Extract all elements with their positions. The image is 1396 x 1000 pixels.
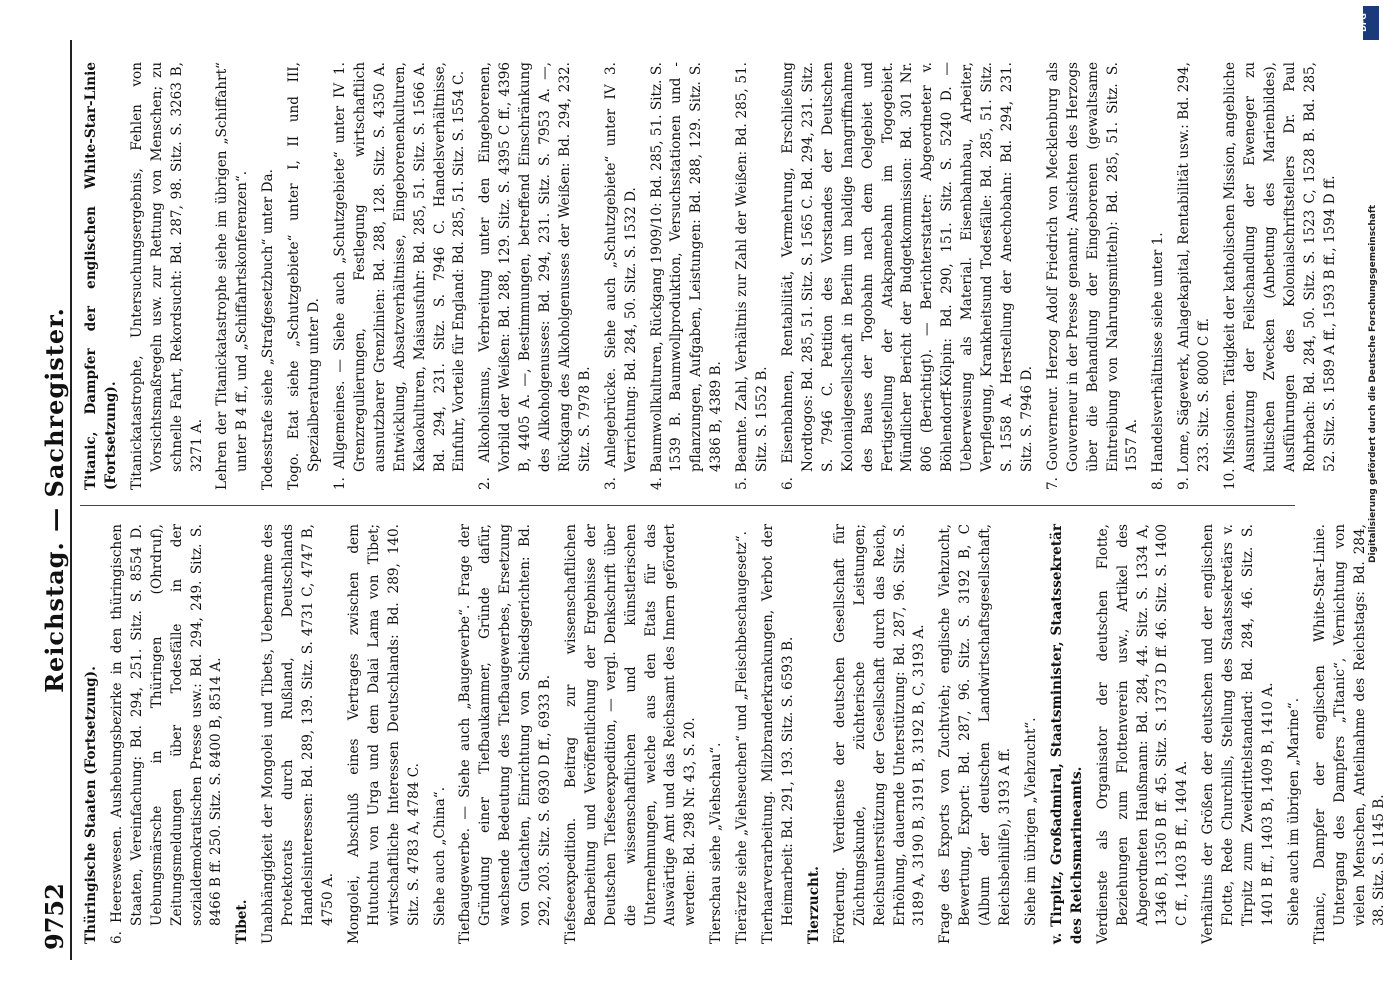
entry: 2. Alkoholismus, Verbreitung unter den Eingeborenen, Vorbild der Weißen: Bd. 288, 129. Sitz. S. 4395 C ff., 4396 B, 4405 A. —, Bestimmungen, betreffend Einschränkung des Alkoholgenusses: Bd. 294, 231. Sitz. S. 7953 A. —, Rückgang des Alkoholgenusses der Weißen: Bd. 294, 232. Sitz. S. 7978 B. [477, 62, 593, 490]
entry: Siehe im übrigen „Viehzucht“. [1022, 717, 1039, 926]
left-column [82, 524, 1396, 944]
side-credit [1363, 8, 1377, 568]
credit-text: Digitalisierung gefördert durch die Deutsche Forschungsgemeinschaft [1368, 204, 1378, 563]
running-title: Reichstag. — Sachregister. [40, 307, 69, 693]
heading: v. Tirpitz, Großadmiral, Staatsminister, Staatssekretär des Reichsmarineamts. [1048, 524, 1085, 944]
heading: Thüringische Staaten (Fortsetzung). [83, 666, 99, 944]
page-number: 9752 [40, 883, 69, 950]
column-divider [80, 505, 1295, 506]
entry: 6. Heereswesen. Aushebungsbezirke in den thüringischen Staaten, Vereinfachung: Bd. 294, 251. Sitz. S. 8554 D. Uebungsmärsche in Thüringen (Ohrdruf), Zeitungsmeldungen über Todesfälle in der sozialdemokratischen Presse usw.: Bd. 294, 249. Sitz. S. 8466 B ff. 250. Sitz. S. 8400 B, 8514 A. [108, 524, 225, 944]
entry: Mongolei, Abschluß eines Vertrages zwischen dem Hutuchtu von Urga und dem Dalai Lama von Tibet; wirtschaftliche Interessen Deutschlands: Bd. 289, 140. Sitz. S. 4783 A, 4784 C. [345, 524, 422, 944]
entry: Todesstrafe siehe „Strafgesetzbuch“ unter Da. [260, 169, 277, 490]
entry: Tiefseeexpedition. Beitrag zur wissenschaftlichen Bearbeitung und Veröffentlichung der Ergebnisse der Deutschen Tiefseeexpedition, — vergl. Denkschrift über die wissenschaftlichen und künstlerischen Unternehmungen, welche aus den Etats für das Auswärtige Amt und das Reichsamt des Innern gefördert werden: Bd. 298 Nr. 43, S. 20. [562, 524, 699, 944]
entry: Förderung. Verdienste der deutschen Gesellschaft für Züchtungskunde, züchterische Leistungen; Reichsunterstützung der Gesellschaft durch das Reich, Erhöhung, dauernde Unterstützung: Bd. 287, 96. Sitz. S. 3189 A, 3190 B, 3191 B, 3192 B, C, 3193 A. [831, 524, 928, 944]
entry: 8. Handelsverhältnisse siehe unter 1. [1150, 232, 1167, 490]
entry: Unabhängigkeit der Mongolei und Tibets, Uebernahme des Protektorats durch Rußland, Deutschlands Handelsinteressen: Bd. 289, 139. Sitz. S. 4731 C, 4747 B, 4750 A. [260, 524, 336, 944]
page-header [36, 40, 72, 960]
entry: 10. Missionen. Tätigkeit der katholischen Mission, angebliche Ausnutzung der Feilschandlung der Eweneger zu kultischen Zwecken (Anbetung des Marienbildes), Ausführungen des Kolonialschriftstellers Dr. Paul Rohrbach: Bd. 284, 50. Sitz. S. 1523 C, 1528 B. Bd. 285, 52. Sitz. S. 1589 A ff., 1593 B ff., 1594 D ff. [1222, 62, 1338, 490]
entry: Titanickatastrophe, Untersuchungsergebnis, Fehlen von Vorsichtsmaßregeln usw. zur Rettung von Menschen; zu schnelle Fahrt, Rekordsucht: Bd. 287, 98. Sitz. S. 3263 B, 3271 A. [128, 62, 205, 490]
entry: Titanic, Dampfer der englischen White-Star-Linie. Untergang des Dampfers „Titanic“, Vernichtung von vielen Menschen, Anteilnahme des Reichstags: Bd. 284, 38. Sitz. S. 1145 B. [1311, 524, 1388, 944]
heading: Titanic, Dampfer der englischen White-Star-Linie (Fortsetzung). [83, 62, 119, 490]
right-column [82, 62, 1346, 490]
dfg-logo-text: DFG [1358, 13, 1368, 32]
entry: Tiefbaugewerbe. — Siehe auch „Baugewerbe“. Frage der Gründung einer Tiefbaukammer, Gründe dafür, wachsende Bedeutung des Tiefbaugewerbes, Ersetzung von Gutachten, Einrichtung von Schiedsgerichten: Bd. 292, 203. Sitz. S. 6930 D ff., 6933 B. [457, 524, 554, 944]
entry: Verhältnis der Größen der deutschen und der englischen Flotte, Rede Churchills, Stellung des Staatssekretärs v. Tirpitz zum Zweidrittelstandard: Bd. 284, 46. Sitz. S. 1401 B ff., 1403 B, 1409 B, 1410 A. [1200, 524, 1276, 944]
entry: 9. Lome, Sägewerk, Anlagekapital, Rentabilität usw.: Bd. 294, 233. Sitz. S. 8000 C ff. [1176, 62, 1213, 490]
entry: Frage des Exports von Zuchtvieh; englische Viehzucht, Bewertung, Export: Bd. 287, 96. Sitz. S. 3192 B, C (Album der deutschen Landwirtschaftsgesellschaft, Reichsbeihilfe), 3193 A ff. [937, 524, 1014, 944]
entry: 4. Baumwollkulturen, Rückgang 1909/10: Bd. 285, 51. Sitz. S. 1539 B. Baumwollproduktion, Versuchsstationen und -pflanzungen, Aufgaben, Leistungen: Bd. 288, 129. Sitz. S. 4386 B, 4389 B. [648, 62, 725, 490]
entry: 7. Gouverneur. Herzog Adolf Friedrich von Mecklenburg als Gouverneur in der Presse genannt; Ansichten des Herzogs über die Behandlung der Eingeborenen (gewaltsame Eintreibung von Nahrungsmitteln): Bd. 285, 51. Sitz. S. 1557 A. [1044, 62, 1141, 490]
entry: Siehe auch im übrigen „Marine“. [1285, 697, 1302, 926]
entry: Tierschau siehe „Viehschau“. [708, 742, 725, 944]
entry: 3. Anlegebrücke. Siehe auch „Schutzgebiete“ unter IV 3. Verrichtung: Bd. 284, 50. Sitz. S. 1532 D. [602, 62, 639, 490]
entry: 1. Allgemeines. — Siehe auch „Schutzgebiete“ unter IV 1. Grenzregulierungen, Festlegung wirtschaftlich ausnutzbarer Grenzlinien: Bd. 288, 128. Sitz. S. 4350 A. Entwicklung, Absatzverhältnisse, Eingeborenenkulturen, Kakaokulturen, Maisausfuhr: Bd. 285, 51. Sitz. S. 1566 A. Bd. 294, 231. Sitz. S. 7946 C. Handelsverhältnisse, Einfuhr, Vorteile für England: Bd. 285, 51. Sitz. S. 1554 C. [331, 62, 468, 490]
entry: Tierhaarverarbeitung. Milzbranderkrankungen, Verbot der Heimarbeit: Bd. 291, 193. Sitz. S. 6593 B. [760, 524, 796, 944]
heading: Tierzucht. [805, 866, 822, 944]
heading: Tibet. [234, 899, 251, 944]
entry: Togo. Etat siehe „Schutzgebiete“ unter I, II und III, Spezialberatung unter D. [286, 62, 323, 490]
entry: Verdienste als Organisator der deutschen Flotte, Beziehungen zum Flottenverein usw., Artikel des Abgeordneten Haußmann: Bd. 284, 44. Sitz. S. 1334 A, 1346 B, 1350 B ff. 45. Sitz. S. 1373 D ff. 46. Sitz. S. 1400 C ff., 1403 B ff., 1404 A. [1094, 524, 1191, 944]
entry: 6. Eisenbahnen, Rentabilität, Vermehrung, Erschließung Nordtogos: Bd. 285, 51. Sitz. S. 1565 C. Bd. 294, 231. Sitz. S. 7946 C. Petition des Vorstandes der Deutschen Kolonialgesellschaft in Berlin um baldige Inangriffnahme des Baues der Togobahn nach dem Oelgebiet und Fertigstellung der Atakpamebahn im Togogebiet. Mündlicher Bericht der Budgetkommission: Bd. 301 Nr. 806 (Berichtigt). — Berichterstatter: Abgeordneter v. Böhlendorff-Kölpin: Bd. 290, 151. Sitz. S. 5240 D. — Ueberweisung als Material. Eisenbahnbau, Arbeiter, Verpflegung, Krankheitsund Todesfälle: Bd. 285, 51. Sitz. S. 1558 A. Herstellung der Anechobahn: Bd. 294, 231. Sitz. S. 7946 D. [780, 62, 1035, 490]
entry: Tierärzte siehe „Viehseuchen“ und „Fleischbeschaugesetz“. [734, 531, 751, 944]
entry: Lehren der Titanickatastrophe siehe im übrigen „Schiffahrt“ unter B 4 ff., und „Schiffahrtskonferenzen“. [214, 62, 251, 490]
entry: 5. Beamte. Zahl, Verhältnis zur Zahl der Weißen: Bd. 285, 51. Sitz. S. 1552 B. [734, 62, 771, 490]
dfg-logo [1358, 6, 1379, 40]
entry: Siehe auch „China“. [431, 786, 448, 926]
